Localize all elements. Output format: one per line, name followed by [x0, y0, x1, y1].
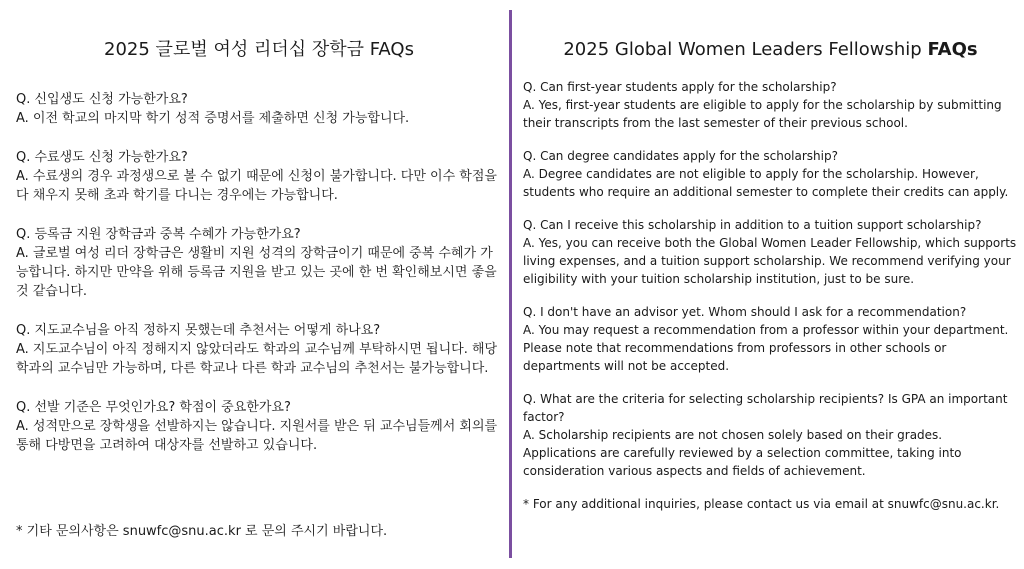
faq-question: Q. 등록금 지원 장학금과 중복 수혜가 가능한가요? [16, 227, 301, 242]
faq-item [16, 148, 502, 205]
english-column [523, 0, 1018, 513]
korean-title: 2025 글로벌 여성 리더십 장학금 FAQs [104, 39, 414, 60]
faq-question: Q. I don't have an advisor yet. Whom should I ask for a recommendation? [523, 305, 967, 319]
faq-answer: A. Scholarship recipients are not chosen solely based on their grades. Applications are carefully reviewed by a selection committee, taking into consideration various aspects and fields of achievement. [523, 428, 962, 478]
faq-answer: A. Yes, you can receive both the Global Women Leader Fellowship, which supports living expenses, and a tuition support scholarship. We recommend verifying your eligibility with your tuition scholarship institution, just to be sure. [523, 236, 1017, 286]
faq-answer: A. Degree candidates are not eligible to apply for the scholarship. However, students who require an additional semester to complete their credits can apply. [523, 167, 1009, 199]
faq-question: Q. What are the criteria for selecting scholarship recipients? Is GPA an important factor? [523, 392, 1008, 424]
english-contact-note: * For any additional inquiries, please contact us via email at snuwfc@snu.ac.kr. [523, 497, 1000, 511]
faq-question: Q. 지도교수님을 아직 정하지 못했는데 추천서는 어떻게 하나요? [16, 323, 381, 338]
faq-question: Q. 신입생도 신청 가능한가요? [16, 92, 188, 107]
korean-faq-list [16, 90, 502, 455]
faq-question: Q. 수료생도 신청 가능한가요? [16, 150, 188, 165]
faq-item [523, 216, 1018, 288]
faq-question: Q. 선발 기준은 무엇인가요? 학점이 중요한가요? [16, 400, 291, 415]
faq-item [16, 398, 502, 455]
faq-item [16, 90, 502, 128]
faq-item [523, 147, 1018, 201]
faq-answer: A. You may request a recommendation from a professor within your department. Please note that recommendations from professors in other schools or departments will not be accepted. [523, 323, 1009, 373]
faq-answer: A. 지도교수님이 아직 정해지지 않았더라도 학과의 교수님께 부탁하시면 됩니다. 해당 학과의 교수님만 가능하며, 다른 학교나 다른 학과 교수님의 추천서는 불가능합니다. [16, 342, 498, 376]
faq-item [523, 78, 1018, 132]
faq-item [523, 390, 1018, 480]
column-divider [509, 10, 512, 558]
faq-question: Q. Can first-year students apply for the scholarship? [523, 80, 837, 94]
faq-answer: A. 성적만으로 장학생을 선발하지는 않습니다. 지원서를 받은 뒤 교수님들께서 회의를 통해 다방면을 고려하여 대상자를 선발하고 있습니다. [16, 419, 498, 453]
korean-column [16, 0, 502, 539]
faq-item [523, 303, 1018, 375]
faq-question: Q. Can I receive this scholarship in addition to a tuition support scholarship? [523, 218, 982, 232]
faq-question: Q. Can degree candidates apply for the scholarship? [523, 149, 838, 163]
faq-answer: A. Yes, first-year students are eligible to apply for the scholarship by submitting their transcripts from the last semester of their previous school. [523, 98, 1002, 130]
english-title-faqs: FAQs [927, 39, 978, 60]
english-faq-list [523, 78, 1018, 480]
faq-item [16, 225, 502, 301]
faq-item [16, 321, 502, 378]
korean-contact-note: * 기타 문의사항은 snuwfc@snu.ac.kr 로 문의 주시기 바랍니다. [16, 524, 388, 539]
faq-answer: A. 수료생의 경우 과정생으로 볼 수 없기 때문에 신청이 불가합니다. 다만 이수 학점을 다 채우지 못해 초과 학기를 다니는 경우에는 가능합니다. [16, 169, 497, 203]
english-title-text: 2025 Global Women Leaders Fellowship [563, 39, 928, 60]
faq-answer: A. 이전 학교의 마지막 학기 성적 증명서를 제출하면 신청 가능합니다. [16, 111, 410, 126]
english-title [523, 37, 1018, 63]
faq-answer: A. 글로벌 여성 리더 장학금은 생활비 지원 성격의 장학금이기 때문에 중복 수혜가 가능합니다. 하지만 만약을 위해 등록금 지원을 받고 있는 곳에 한 번 확인해보시면 좋을 것 같습니다. [16, 246, 497, 299]
